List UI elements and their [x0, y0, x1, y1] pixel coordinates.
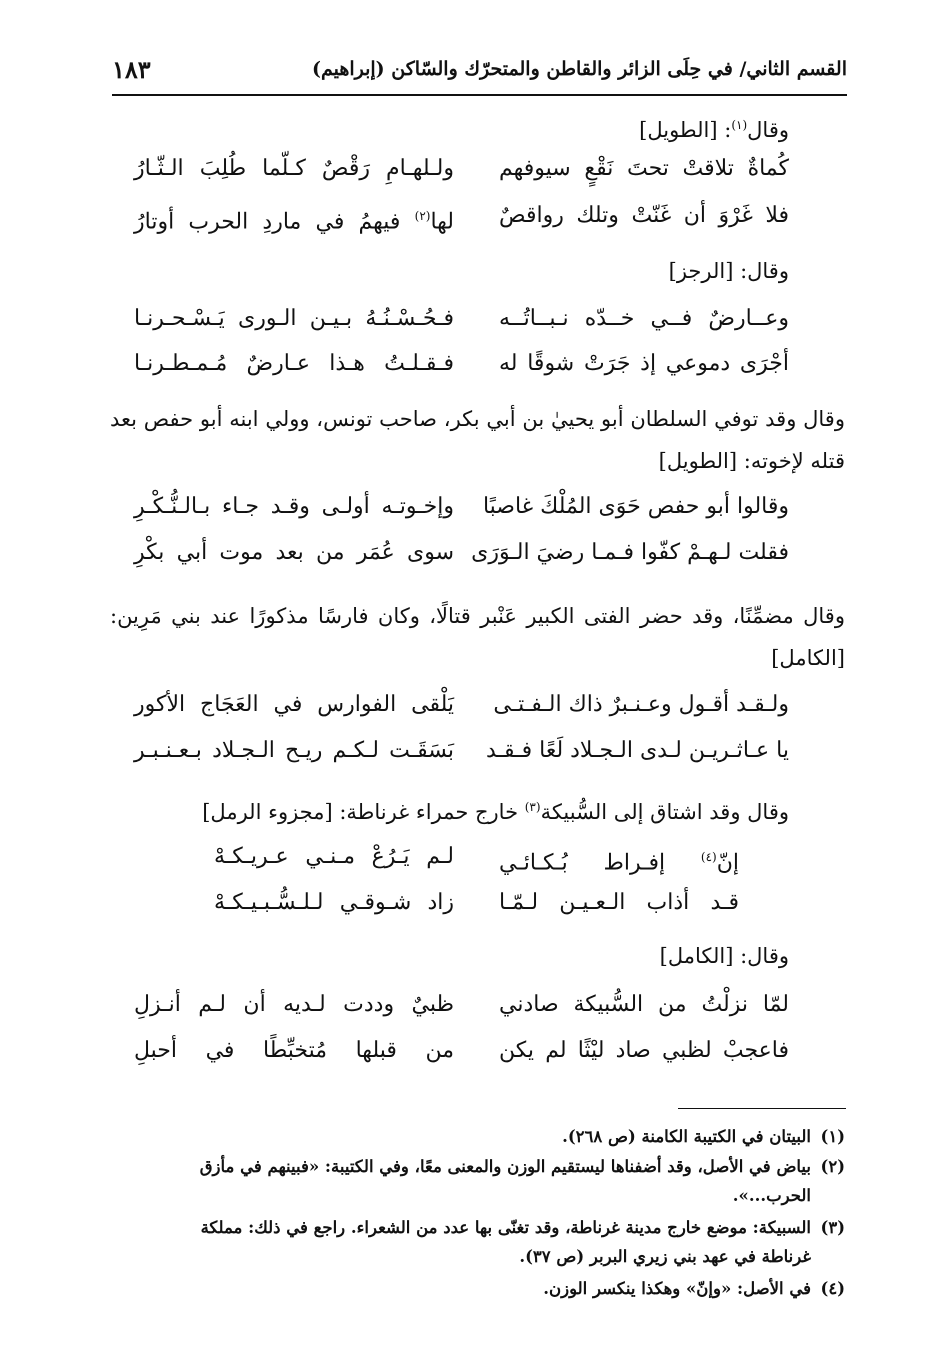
- verse-first-hemistich: كُماةٌ تلاقتْ تحتَ نَقْعٍ سيوفهم: [499, 156, 789, 181]
- verse-first-hemistich: أجْرَى دموعي إذ جَرَتْ شوقًا له: [499, 351, 789, 376]
- footnote-ref[interactable]: (٣): [524, 800, 541, 814]
- hemistich-text: إنّ: [716, 850, 739, 876]
- verse-line: [0, 347, 939, 381]
- poem-intro: وقال: [الكامل]: [659, 944, 789, 968]
- footnote: [110, 1213, 845, 1271]
- footnote: [110, 1152, 845, 1210]
- hemistich-text: إفـراط بُـكـائـي: [499, 850, 701, 876]
- poem-intro: [202, 792, 789, 827]
- meter-label: : [الطويل]: [639, 118, 732, 142]
- footnote-ref[interactable]: (٢): [414, 209, 431, 223]
- verse-line: [0, 1034, 939, 1068]
- verse-first-hemistich: وعــارضٌ فــي خــدّه نـبــاتُــه: [499, 306, 789, 331]
- prose-paragraph: وقال مضمِّنًا، وقد حضر الفتى الكبير عَنْبر قتالًا، وكان فارسًا مذكورًا عند بني مَرِين: [الكامل]: [110, 604, 845, 670]
- page-number: ١٨٣: [112, 54, 151, 84]
- intro-text: وقال: [747, 118, 789, 142]
- verse-line: [0, 152, 939, 186]
- footnote-divider: [678, 1108, 846, 1109]
- footnote-number: (٤): [820, 1279, 845, 1298]
- footnote-text: السبيكة: موضع خارج مدينة غرناطة، وقد تغنّى بها عدد من الشعراء. راجع في ذلك: مملكة: [200, 1218, 811, 1237]
- verse-line: [0, 490, 939, 524]
- verse-second-hemistich: يَلْقى الفوارس في العَجَاج الأكور: [134, 692, 454, 717]
- footnote-number: (١): [820, 1127, 845, 1146]
- verse-line: [0, 199, 939, 233]
- footnote-text: في الأصل: «وإنّ» وهكذا ينكسر الوزن.: [543, 1279, 811, 1298]
- footnote: [110, 1122, 845, 1151]
- footnote-ref[interactable]: (١): [731, 118, 748, 132]
- footnote-ref[interactable]: (٤): [700, 850, 717, 864]
- verse-first-hemistich: لمّا نزلْتُ من السُّبيكة صادني: [499, 992, 789, 1017]
- verse-first-hemistich: قـد أذاب الـعـيـن لـمّـا: [499, 890, 739, 915]
- running-header: [112, 44, 847, 96]
- verse-first-hemistich: ولـقـد أقـول وعـنـبرٌ ذاك الـفـتـى: [493, 692, 789, 717]
- verse-second-hemistich: وإخـوتـه أولـى وقـد جـاء بـالـنُّـكْـرِ: [134, 494, 454, 519]
- footnote-text: البيتان في الكتيبة الكامنة (ص ٢٦٨).: [562, 1127, 811, 1146]
- verse-line: [0, 688, 939, 722]
- poem-intro: وقال: [الرجز]: [668, 259, 789, 283]
- verse-first-hemistich: يا عـاثـريـن لـدى الـجـلاد لَعًا فـقـد: [486, 738, 789, 763]
- verse-first-hemistich: [499, 840, 739, 880]
- verse-line: [0, 886, 939, 920]
- intro-text: خارج حمراء غرناطة: [مجزوء الرمل]: [202, 800, 525, 824]
- footnote-number: (٣): [820, 1218, 845, 1237]
- footnote: [110, 1274, 845, 1303]
- verse-second-hemistich: سوى عُمَر من بعد موت أبي بكْرِ: [134, 540, 454, 565]
- running-title: القسم الثاني/ في حِلَى الزائر والقاطن والمتحرّك والسّاكن (إبراهيم): [311, 58, 847, 80]
- verse-line: [0, 302, 939, 336]
- verse-second-hemistich: [134, 199, 454, 239]
- verse-line: [0, 734, 939, 768]
- hemistich-text: لها: [430, 209, 454, 235]
- poem-intro: [639, 110, 789, 145]
- footnote-text: بياض في الأصل، وقد أضفناها ليستقيم الوزن والمعنى معًا، وفي الكتيبة: «فبينهم في مأزق: [199, 1157, 811, 1176]
- verse-second-hemistich: من قبلها مُتخبِّطًا في أحبلِ: [134, 1038, 454, 1063]
- verse-line: [0, 840, 939, 874]
- verse-second-hemistich: ولـلهـامِ رَقْصٌ كـلّما طُلِبَ الـثّـارُ: [134, 156, 454, 181]
- verse-second-hemistich: زاد شـوقـي لـلـسُّـبـيـكـهْ: [214, 890, 454, 915]
- footnote-continuation: غرناطة في عهد بني زيري البربر (ص ٣٧).: [519, 1247, 811, 1266]
- footnote-number: (٢): [820, 1157, 845, 1176]
- prose-paragraph: وقال وقد توفي السلطان أبو يحييٰ بن أبي بكر، صاحب تونس، وولي ابنه أبو حفص بعد قتله لإخوته: [الطويل]: [110, 407, 845, 473]
- verse-second-hemistich: فـحُـسْـنُـهُ بـيـن الـورى يَـسْـحـرنـا: [134, 306, 454, 331]
- verse-first-hemistich: وقالوا أبو حفص حَوَى المُلْكَ غاصبًا: [482, 494, 789, 519]
- intro-text: وقال وقد اشتاق إلى السُّبيكة: [540, 800, 789, 824]
- verse-first-hemistich: فاعجبْ لظبي صاد ليْثًا لم يكن: [499, 1038, 789, 1063]
- footnote-continuation: الحرب...».: [732, 1186, 811, 1205]
- verse-first-hemistich: فلا غَرْوَ أن غَنّتْ وتلك رواقصٌ: [499, 203, 789, 228]
- verse-second-hemistich: ظبيٌ وددت لـديه أن لـم أنـزلِ: [134, 992, 454, 1017]
- verse-line: [0, 988, 939, 1022]
- verse-first-hemistich: فقلت لـهـمْ كفّوا فـمـا رضيَ الـوَرَى: [471, 540, 789, 565]
- verse-line: [0, 536, 939, 570]
- verse-second-hemistich: بَسَقَـت لـكـم ريـح الـجـلاد بـعـنـبـر: [134, 738, 454, 763]
- verse-second-hemistich: فـقـلـتُ هـذا عـارضٌ مُـمـطـرنـا: [134, 351, 454, 376]
- verse-second-hemistich: لـم يَـرُعْ مـنـي عـريـكـهْ: [214, 844, 454, 869]
- hemistich-text: فيهمُ في ماردِ الحرب أوتارُ: [134, 209, 415, 235]
